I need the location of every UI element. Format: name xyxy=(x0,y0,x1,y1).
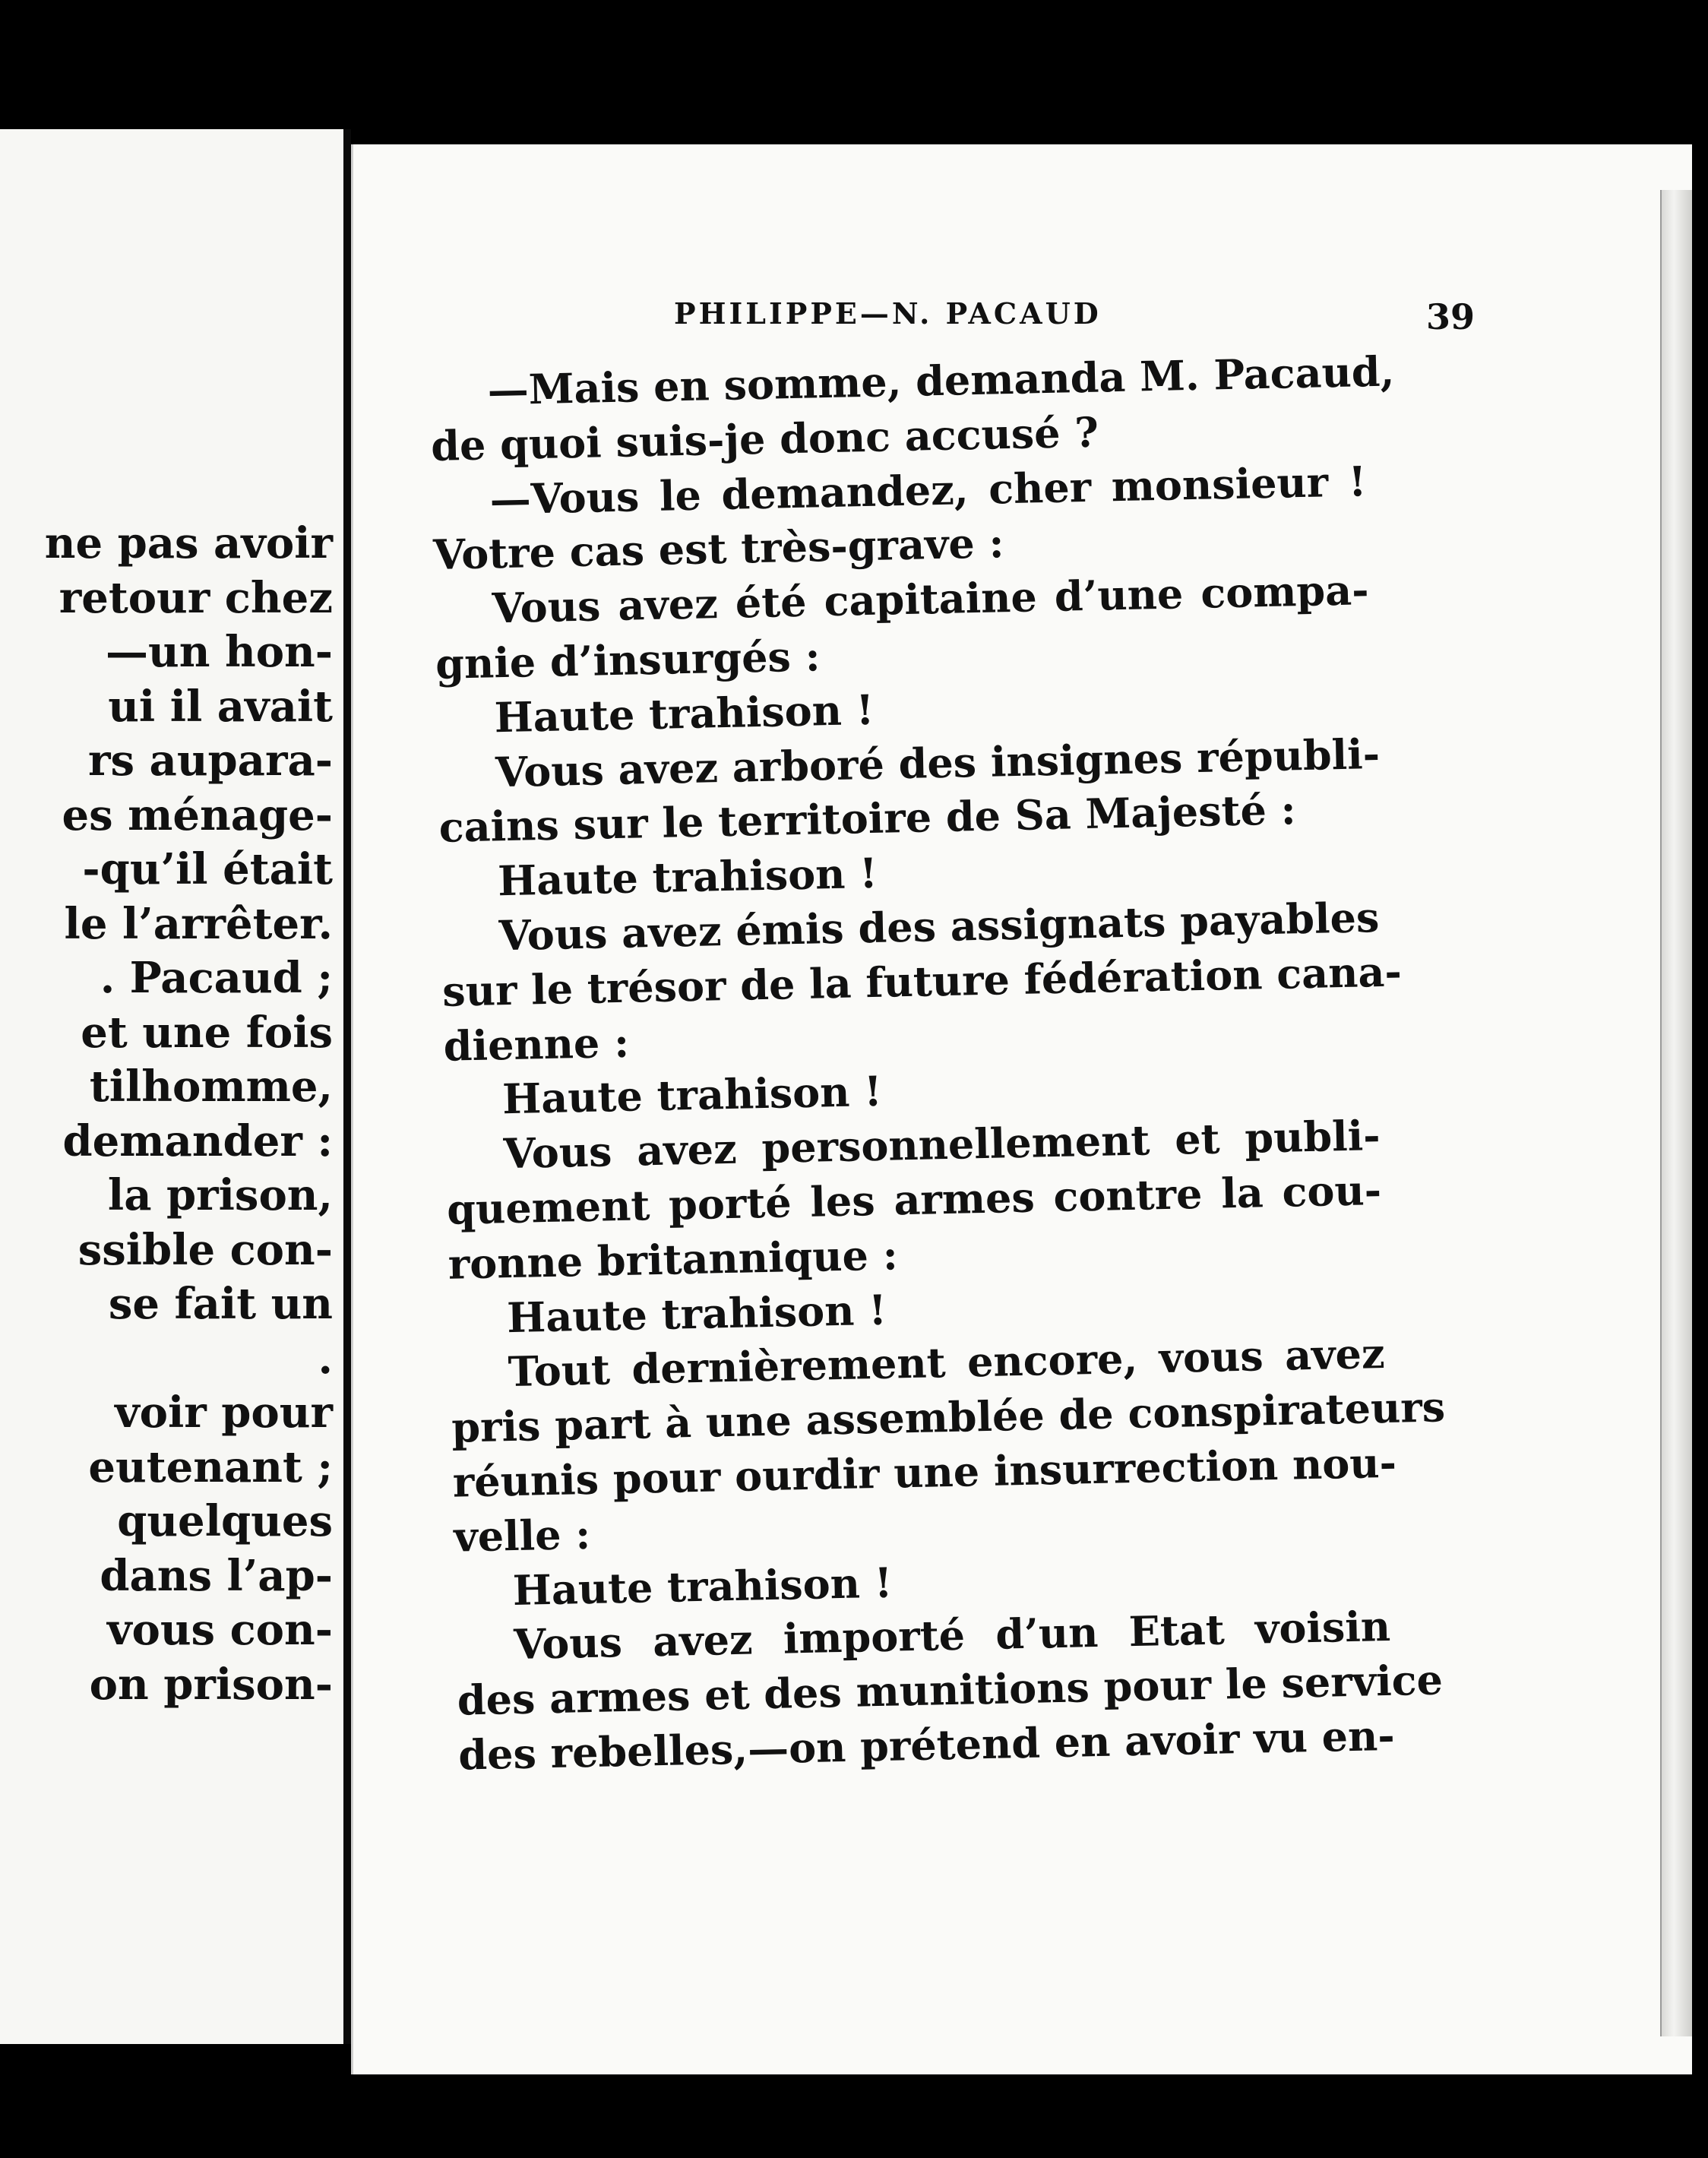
left-text-line: es ménage- xyxy=(62,789,333,840)
left-page-text xyxy=(0,517,333,1712)
text-line: des armes et des munitions pour le service xyxy=(457,1655,1444,1725)
running-title: PHILIPPE—N. PACAUD xyxy=(674,296,1102,331)
text-line: Vous avez été capitaine d’une compa- xyxy=(492,565,1370,633)
running-head xyxy=(674,296,1476,342)
left-text-line: se fait un xyxy=(108,1279,333,1329)
left-text-line: voir pour xyxy=(115,1388,333,1438)
text-line: sur le trésor de la future fédération cana- xyxy=(441,947,1403,1016)
left-text-line: la prison, xyxy=(107,1170,333,1220)
left-text-line: ssible con- xyxy=(77,1224,333,1275)
left-text-line: on prison- xyxy=(89,1659,333,1710)
text-line: —Mais en somme, demanda M. Pacaud, xyxy=(487,346,1395,415)
left-text-line: tilhomme, xyxy=(89,1062,333,1112)
left-page xyxy=(0,129,346,2044)
text-line: gnie d’insurgés : xyxy=(435,631,821,688)
text-line: réunis pour ourdir une insurrection nou- xyxy=(452,1438,1397,1507)
text-line: Haute trahison ! xyxy=(494,685,875,742)
left-text-line: le l’arrêter. xyxy=(64,898,333,949)
left-text-line: -qu’il était xyxy=(82,844,333,894)
text-line: des rebelles,—on prétend en avoir vu en- xyxy=(457,1710,1396,1780)
left-text-line: rs aupara- xyxy=(88,736,333,786)
text-line: Haute trahison ! xyxy=(506,1285,887,1342)
left-text-line: —un hon- xyxy=(106,627,333,677)
body-text xyxy=(429,345,1446,1783)
text-line: de quoi suis-je donc accusé ? xyxy=(430,407,1099,470)
text-line: ronne britannique : xyxy=(448,1230,899,1289)
page-edge xyxy=(1660,190,1692,2036)
left-text-line: eutenant ; xyxy=(88,1441,333,1492)
left-text-line: . Pacaud ; xyxy=(100,953,333,1003)
left-text-line: dans l’ap- xyxy=(100,1550,333,1601)
text-line: cains sur le territoire de Sa Majesté : xyxy=(438,785,1297,853)
text-line: Vous avez émis des assignats payables xyxy=(498,892,1380,960)
text-line: Vous avez arboré des insignes républi- xyxy=(495,729,1381,796)
left-text-line: quelques xyxy=(117,1496,333,1546)
page-number: 39 xyxy=(1426,296,1476,337)
left-text-line: vous con- xyxy=(106,1605,333,1655)
text-line: velle : xyxy=(453,1509,591,1562)
text-line: quement porté les armes contre la cou- xyxy=(446,1165,1382,1234)
text-line: Vous avez importé d’un Etat voisin xyxy=(513,1602,1391,1669)
text-line: Haute trahison ! xyxy=(501,1067,883,1124)
left-text-line: retour chez xyxy=(59,572,333,623)
left-text-line: et une fois xyxy=(81,1007,333,1058)
left-text-line: demander : xyxy=(62,1115,333,1166)
text-line: Haute trahison ! xyxy=(497,848,878,906)
text-line: pris part à une assemblée de conspirateurs xyxy=(451,1382,1446,1452)
text-line: —Vous le demandez, cher monsieur ! xyxy=(489,456,1368,524)
text-line: Haute trahison ! xyxy=(512,1558,894,1615)
left-text-line: . xyxy=(318,1333,333,1384)
book-gutter xyxy=(343,129,351,2044)
text-line: dienne : xyxy=(443,1017,630,1071)
left-text-line: ne pas avoir xyxy=(44,518,333,568)
text-line: Vous avez personnellement et publi- xyxy=(503,1111,1381,1179)
right-page xyxy=(351,144,1692,2074)
text-line: Votre cas est très-grave : xyxy=(432,518,1005,580)
text-line: Tout dernièrement encore, vous avez xyxy=(508,1329,1386,1397)
left-text-line: ui il avait xyxy=(108,681,333,732)
